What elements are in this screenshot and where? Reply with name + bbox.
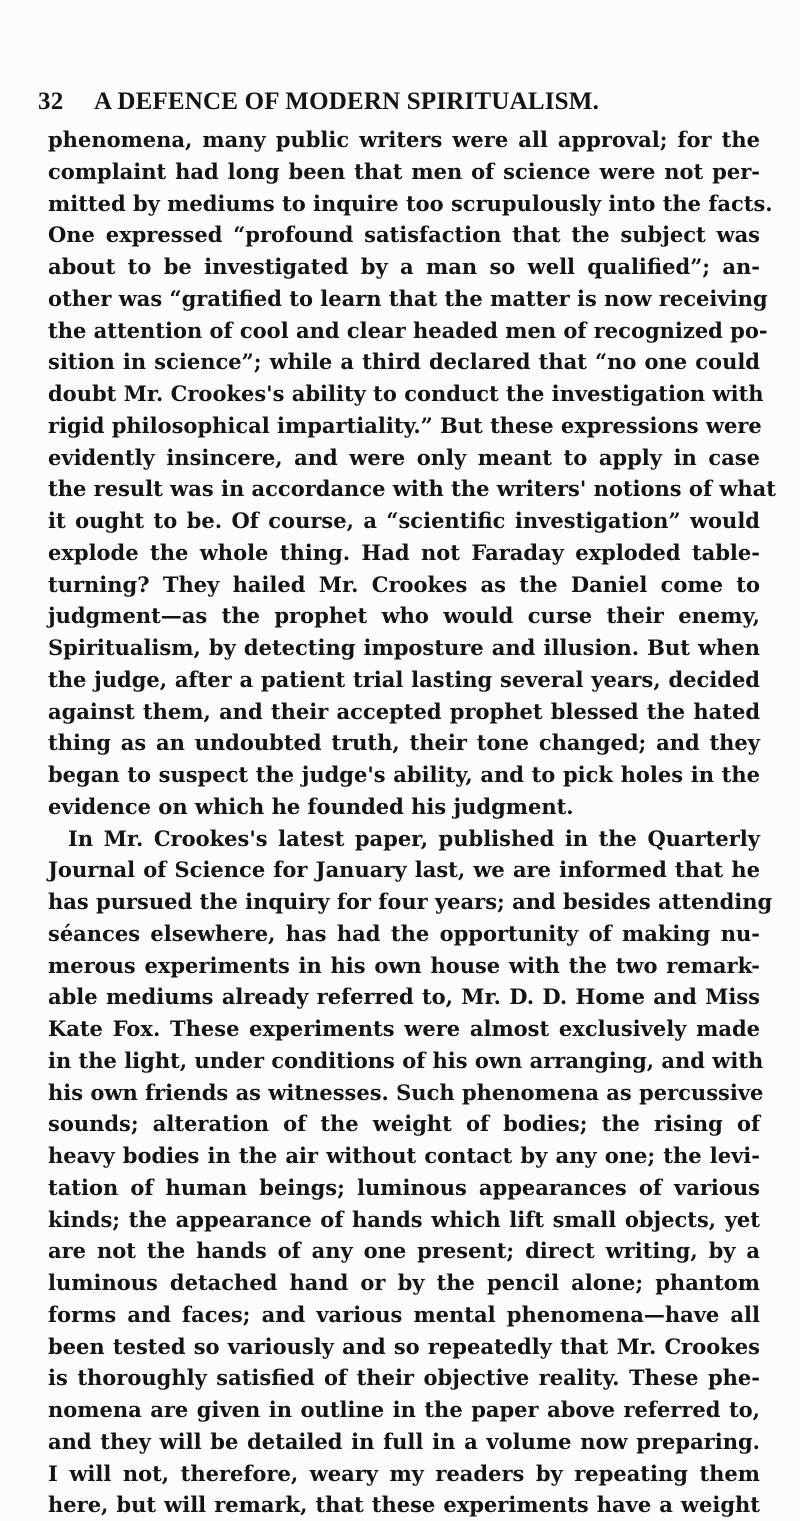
text-line: doubt Mr. Crookes's ability to conduct the investigation with (48, 381, 764, 406)
text-line: tation of human beings; luminous appearances of various (48, 1174, 760, 1200)
text-line: Kate Fox. These experiments were almost exclusively made (48, 1016, 760, 1041)
text-line: evidently insincere, and were only meant to apply in case (48, 444, 760, 470)
text-line: rigid philosophical impartiality.” But these expressions were (48, 412, 762, 438)
text-line: heavy bodies in the air without contact by any one; the levi- (48, 1143, 760, 1168)
text-line: Journal of Science for January last, we are informed that he (48, 857, 760, 883)
text-line: other was “gratified to learn that the matter is now receiving (48, 285, 768, 311)
text-line: turning? They hailed Mr. Crookes as the Daniel come to (48, 571, 760, 597)
text-line: here, but will remark, that these experiments have a weight (48, 1492, 760, 1518)
page-number: 32 (38, 88, 64, 115)
text-line: it ought to be. Of course, a “scientific investigation” would (48, 508, 760, 533)
text-line: thing as an undoubted truth, their tone changed; and they (48, 730, 760, 756)
text-line: able mediums already referred to, Mr. D. D. Home and Miss (48, 984, 760, 1010)
text-line: mitted by mediums to inquire too scrupulously into the facts. (48, 190, 773, 216)
text-line: séances elsewhere, has had the opportunity of making nu- (48, 920, 760, 946)
text-line: explode the whole thing. Had not Faraday exploded table- (48, 539, 760, 565)
text-line: against them, and their accepted prophet blessed the hated (48, 698, 760, 724)
text-line: kinds; the appearance of hands which lift small objects, yet (48, 1206, 760, 1232)
text-line: sounds; alteration of the weight of bodies; the rising of (48, 1111, 760, 1137)
text-line: in the light, under conditions of his own arranging, and with (48, 1047, 764, 1073)
body-text (48, 124, 776, 1521)
text-line: the result was in accordance with the writers' notions of what (48, 476, 776, 502)
text-line: is thoroughly satisfied of their objective reality. These phe- (48, 1365, 760, 1391)
text-line: phenomena, many public writers were all approval; for the (48, 127, 760, 152)
running-title: A DEFENCE OF MODERN SPIRITUALISM. (94, 88, 600, 115)
text-line: sition in science”; while a third declared that “no one could (48, 349, 760, 375)
text-line: evidence on which he founded his judgment. (48, 793, 574, 819)
text-line: forms and faces; and various mental phenomena—have all (48, 1301, 760, 1327)
text-line: began to suspect the judge's ability, and to pick holes in the (48, 762, 760, 787)
text-line: complaint had long been that men of science were not per- (48, 158, 760, 184)
text-line: been tested so variously and so repeatedly that Mr. Crookes (48, 1333, 760, 1359)
text-line: has pursued the inquiry for four years; and besides attending (48, 889, 773, 914)
text-line: merous experiments in his own house with the two remark- (48, 952, 760, 978)
text-line: the judge, after a patient trial lasting several years, decided (48, 666, 760, 692)
text-line: the attention of cool and clear headed men of recognized po- (48, 317, 768, 343)
text-line: I will not, therefore, weary my readers by repeating them (48, 1460, 760, 1486)
text-line: judgment—as the prophet who would curse their enemy, (48, 603, 760, 629)
text-line: about to be investigated by a man so well qualified”; an- (48, 254, 760, 279)
text-line: his own friends as witnesses. Such phenomena as percussive (48, 1079, 764, 1105)
text-line: In Mr. Crookes's latest paper, published in the Quarterly (68, 825, 760, 851)
text-line: luminous detached hand or by the pencil alone; phantom (48, 1270, 760, 1295)
text-line: nomena are given in outline in the paper above referred to, (48, 1397, 760, 1422)
text-line: are not the hands of any one present; direct writing, by a (48, 1238, 760, 1264)
text-line: Spiritualism, by detecting imposture and illusion. But when (48, 635, 760, 660)
text-line: and they will be detailed in full in a volume now preparing. (48, 1428, 760, 1454)
text-line: One expressed “profound satisfaction that the subject was (48, 222, 760, 248)
page-header (38, 88, 758, 118)
